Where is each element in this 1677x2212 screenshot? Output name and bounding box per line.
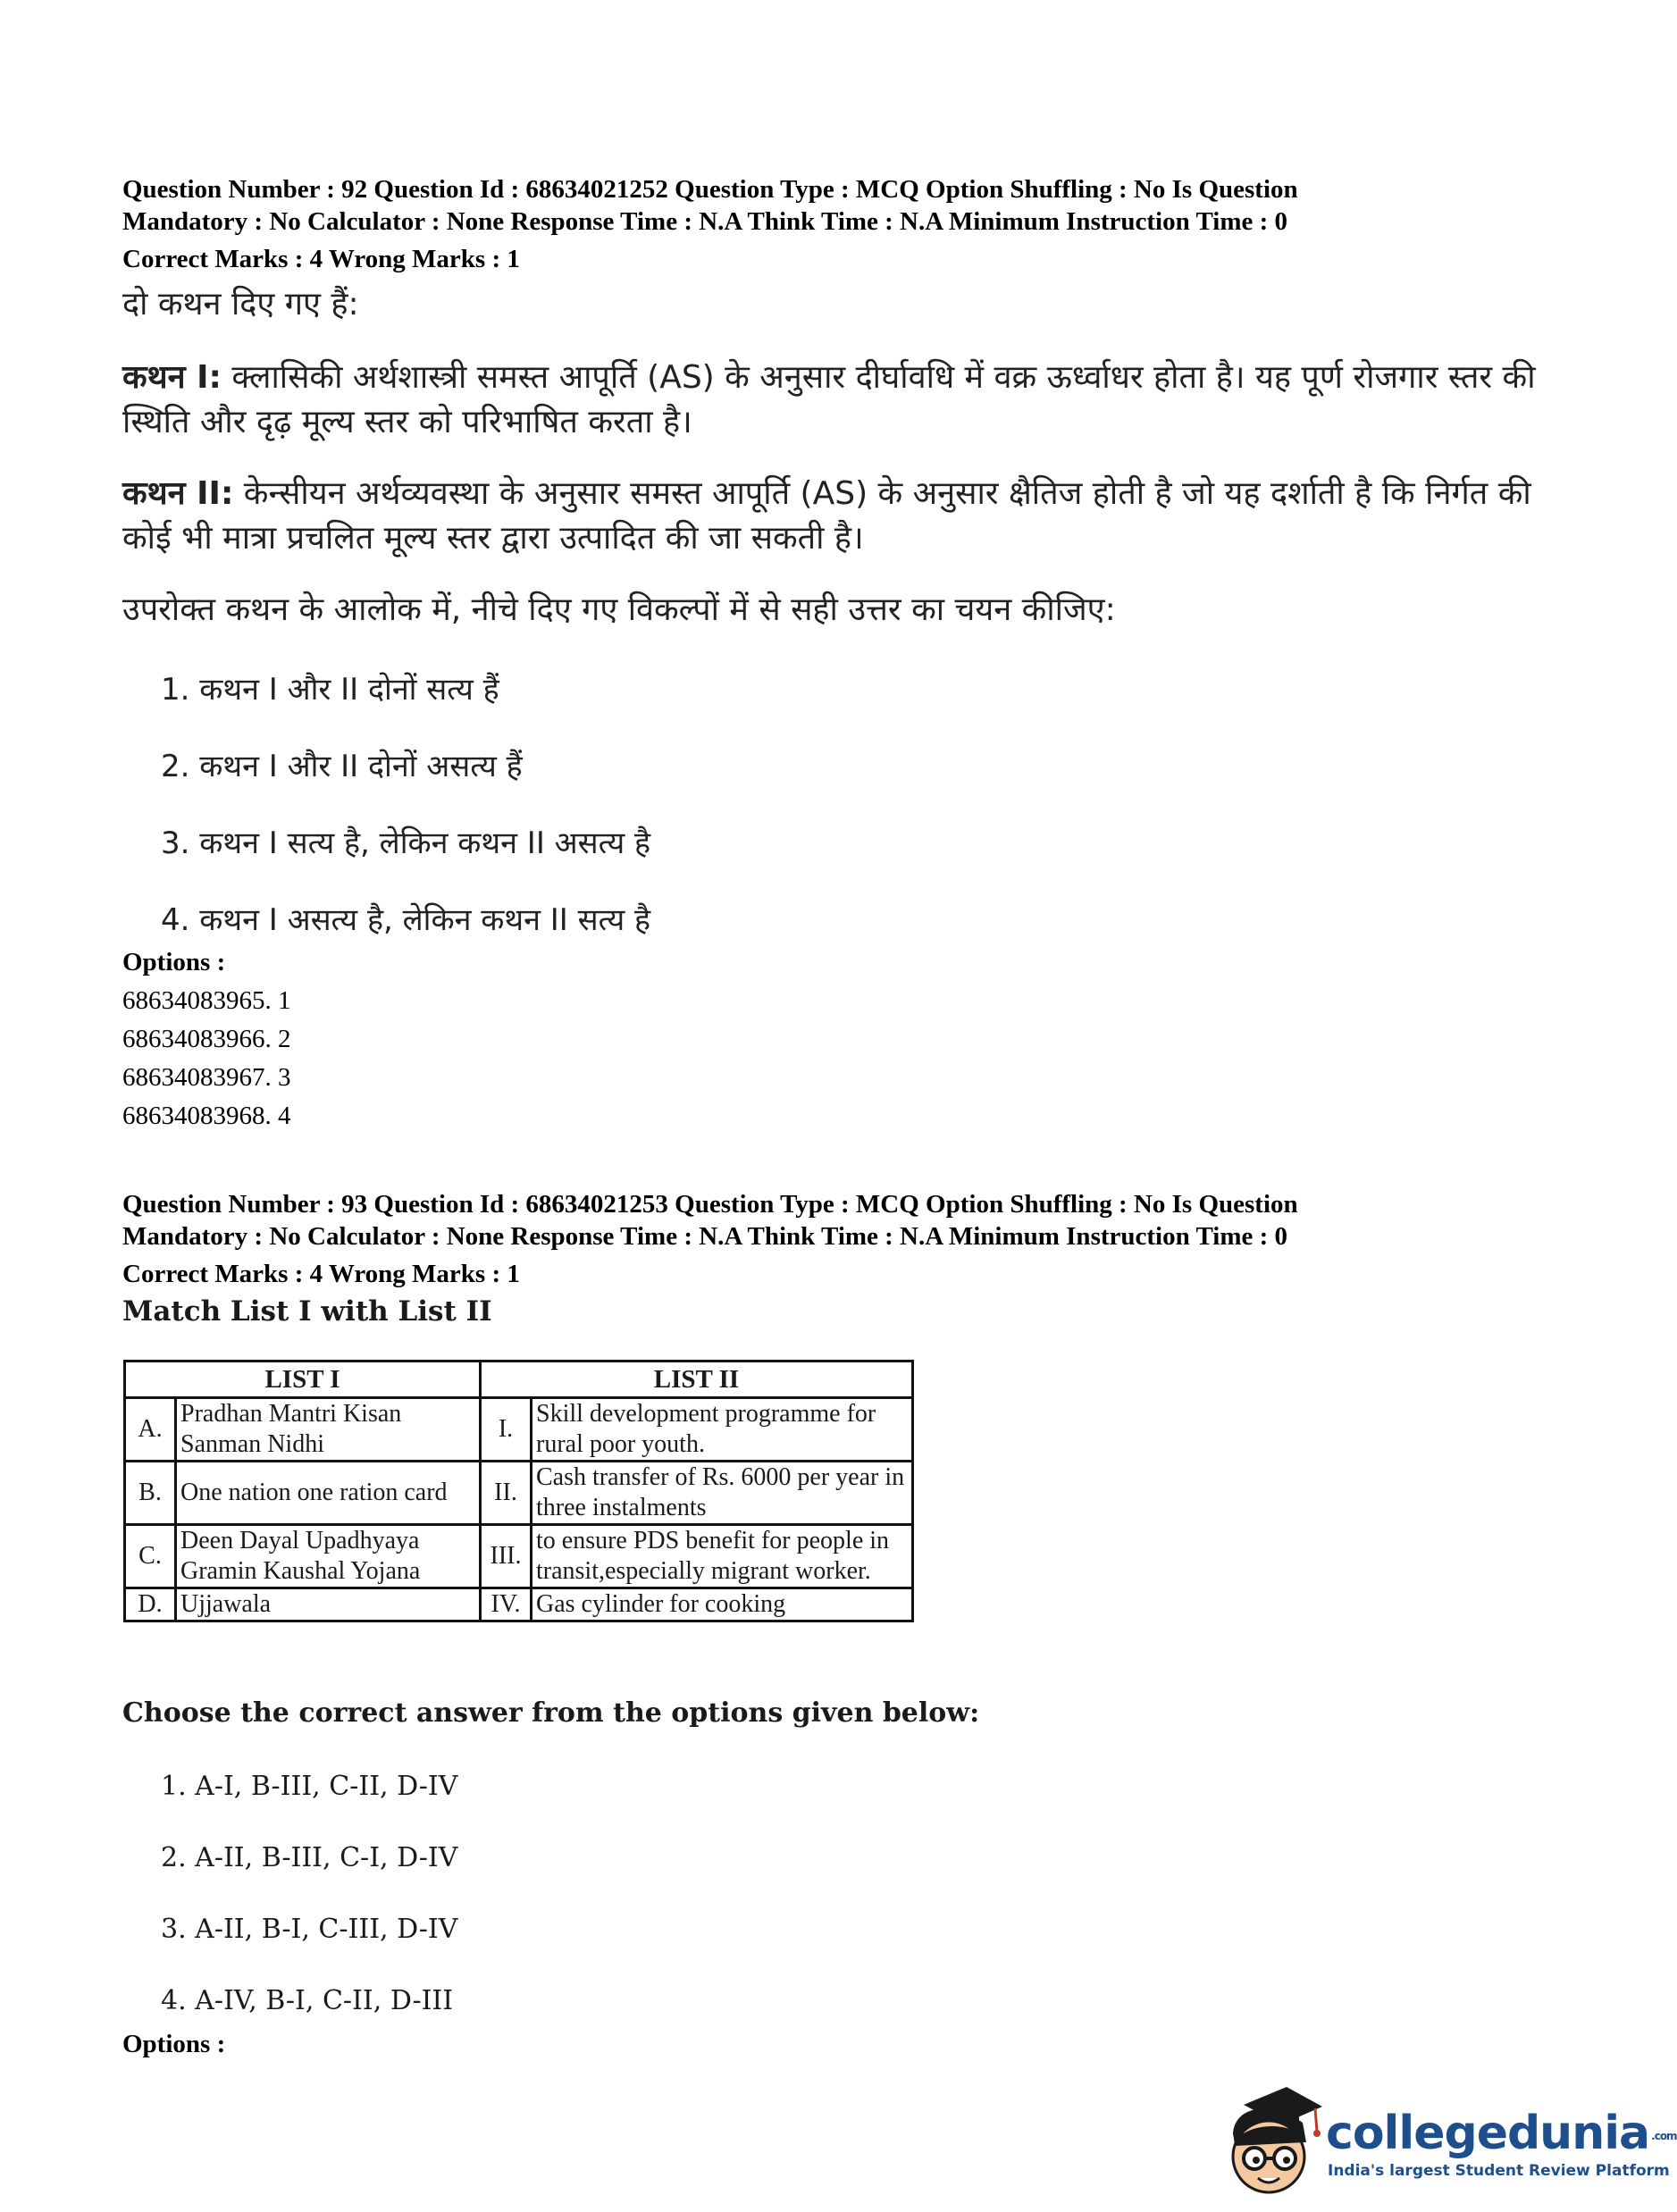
row-label-iv: IV.	[481, 1588, 532, 1621]
q92-option-id-3: 68634083967. 3	[122, 1063, 291, 1092]
logo-tld: .com	[1651, 2130, 1677, 2142]
q93-meta-line2: Mandatory : No Calculator : None Response Time : N.A Think Time : N.A Minimum Instruction Time : 0	[122, 1222, 1288, 1251]
q92-statement-1	[122, 356, 1543, 445]
table-row	[125, 1588, 913, 1621]
q92-s2-label: कथन II:	[122, 475, 234, 512]
q93-instruction: Choose the correct answer from the options given below:	[122, 1697, 980, 1729]
q92-s1-text: क्लासिकी अर्थशास्त्री समस्त आपूर्ति (AS) के अनुसार दीर्घावधि में वक्र ऊर्ध्वाधर होता है। यह पूर्ण रोजगार स्तर की स्थिति और दृढ़ मूल्य स्तर को परिभाषित करता है।	[122, 359, 1536, 440]
logo-wordmark: collegedunia	[1326, 2107, 1650, 2160]
q92-s2-text: केन्सीयन अर्थव्यवस्था के अनुसार समस्त आपूर्ति (AS) के अनुसार क्षैतिज होती है जो यह दर्शाती है कि निर्गत की कोई भी मात्रा प्रचलित मूल्य स्तर द्वारा उत्पादित की जा सकती है।	[122, 475, 1531, 557]
q92-option-id-1: 68634083965. 1	[122, 986, 291, 1015]
q92-meta-line1: Question Number : 92 Question Id : 68634021252 Question Type : MCQ Option Shuffling : No Is Question	[122, 175, 1298, 204]
row-label-a: A.	[125, 1398, 176, 1462]
match-table-header	[125, 1362, 913, 1398]
list2-item-ii: Cash transfer of Rs. 6000 per year in three instalments	[532, 1462, 913, 1525]
q92-meta	[122, 173, 1463, 275]
list1-item-d: Ujjawala	[176, 1588, 481, 1621]
collegedunia-logo	[1217, 2080, 1677, 2205]
q92-s1-label: कथन I:	[122, 359, 222, 396]
row-label-c: C.	[125, 1525, 176, 1588]
q92-option-id-2: 68634083966. 2	[122, 1025, 291, 1053]
q93-choice-4: 4. A-IV, B-I, C-II, D-III	[161, 1985, 454, 2016]
logo-tagline: India's largest Student Review Platform	[1328, 2162, 1670, 2180]
q93-choice-3: 3. A-II, B-I, C-III, D-IV	[161, 1914, 458, 1945]
q92-meta-line2: Mandatory : No Calculator : None Response Time : N.A Think Time : N.A Minimum Instruction Time : 0	[122, 207, 1288, 236]
list1-header: LIST I	[125, 1362, 481, 1398]
q92-choice-4: 4. कथन I असत्य है, लेकिन कथन II सत्य है	[161, 902, 651, 938]
list1-item-c: Deen Dayal Upadhyaya Gramin Kaushal Yojana	[176, 1525, 481, 1588]
q93-options-label: Options :	[122, 2030, 226, 2058]
table-row	[125, 1525, 913, 1588]
q93-meta-line1: Question Number : 93 Question Id : 68634021253 Question Type : MCQ Option Shuffling : No Is Question	[122, 1190, 1298, 1219]
q92-choice-1: 1. कथन I और II दोनों सत्य हैं	[161, 672, 499, 708]
list1-item-a: Pradhan Mantri Kisan Sanman Nidhi	[176, 1398, 481, 1462]
mascot-icon	[1217, 2080, 1324, 2205]
q92-choice-3: 3. कथन I सत्य है, लेकिन कथन II असत्य है	[161, 825, 651, 861]
table-row	[125, 1398, 913, 1462]
q93-title: Match List I with List II	[122, 1295, 492, 1328]
q93-choice-1: 1. A-I, B-III, C-II, D-IV	[161, 1771, 458, 1802]
q92-instruction: उपरोक्त कथन के आलोक में, नीचे दिए गए विकल्पों में से सही उत्तर का चयन कीजिए:	[122, 591, 1116, 628]
list2-item-iv: Gas cylinder for cooking	[532, 1588, 913, 1621]
q93-choice-2: 2. A-II, B-III, C-I, D-IV	[161, 1842, 458, 1873]
row-label-ii: II.	[481, 1462, 532, 1525]
row-label-b: B.	[125, 1462, 176, 1525]
row-label-iii: III.	[481, 1525, 532, 1588]
list1-item-b: One nation one ration card	[176, 1462, 481, 1525]
q92-statement-2	[122, 472, 1543, 561]
q92-choice-2: 2. कथन I और II दोनों असत्य हैं	[161, 749, 523, 784]
q93-meta	[122, 1188, 1463, 1290]
q93-marks: Correct Marks : 4 Wrong Marks : 1	[122, 1260, 520, 1288]
row-label-d: D.	[125, 1588, 176, 1621]
q92-options-label: Options :	[122, 948, 226, 976]
q92-marks: Correct Marks : 4 Wrong Marks : 1	[122, 245, 520, 273]
list2-header: LIST II	[481, 1362, 913, 1398]
row-label-i: I.	[481, 1398, 532, 1462]
q92-option-id-4: 68634083968. 4	[122, 1102, 291, 1130]
list2-item-i: Skill development programme for rural poor youth.	[532, 1398, 913, 1462]
q92-intro: दो कथन दिए गए हैं:	[122, 286, 359, 323]
list2-item-iii: to ensure PDS benefit for people in transit,especially migrant worker.	[532, 1525, 913, 1588]
table-row	[125, 1462, 913, 1525]
match-table	[123, 1360, 914, 1622]
